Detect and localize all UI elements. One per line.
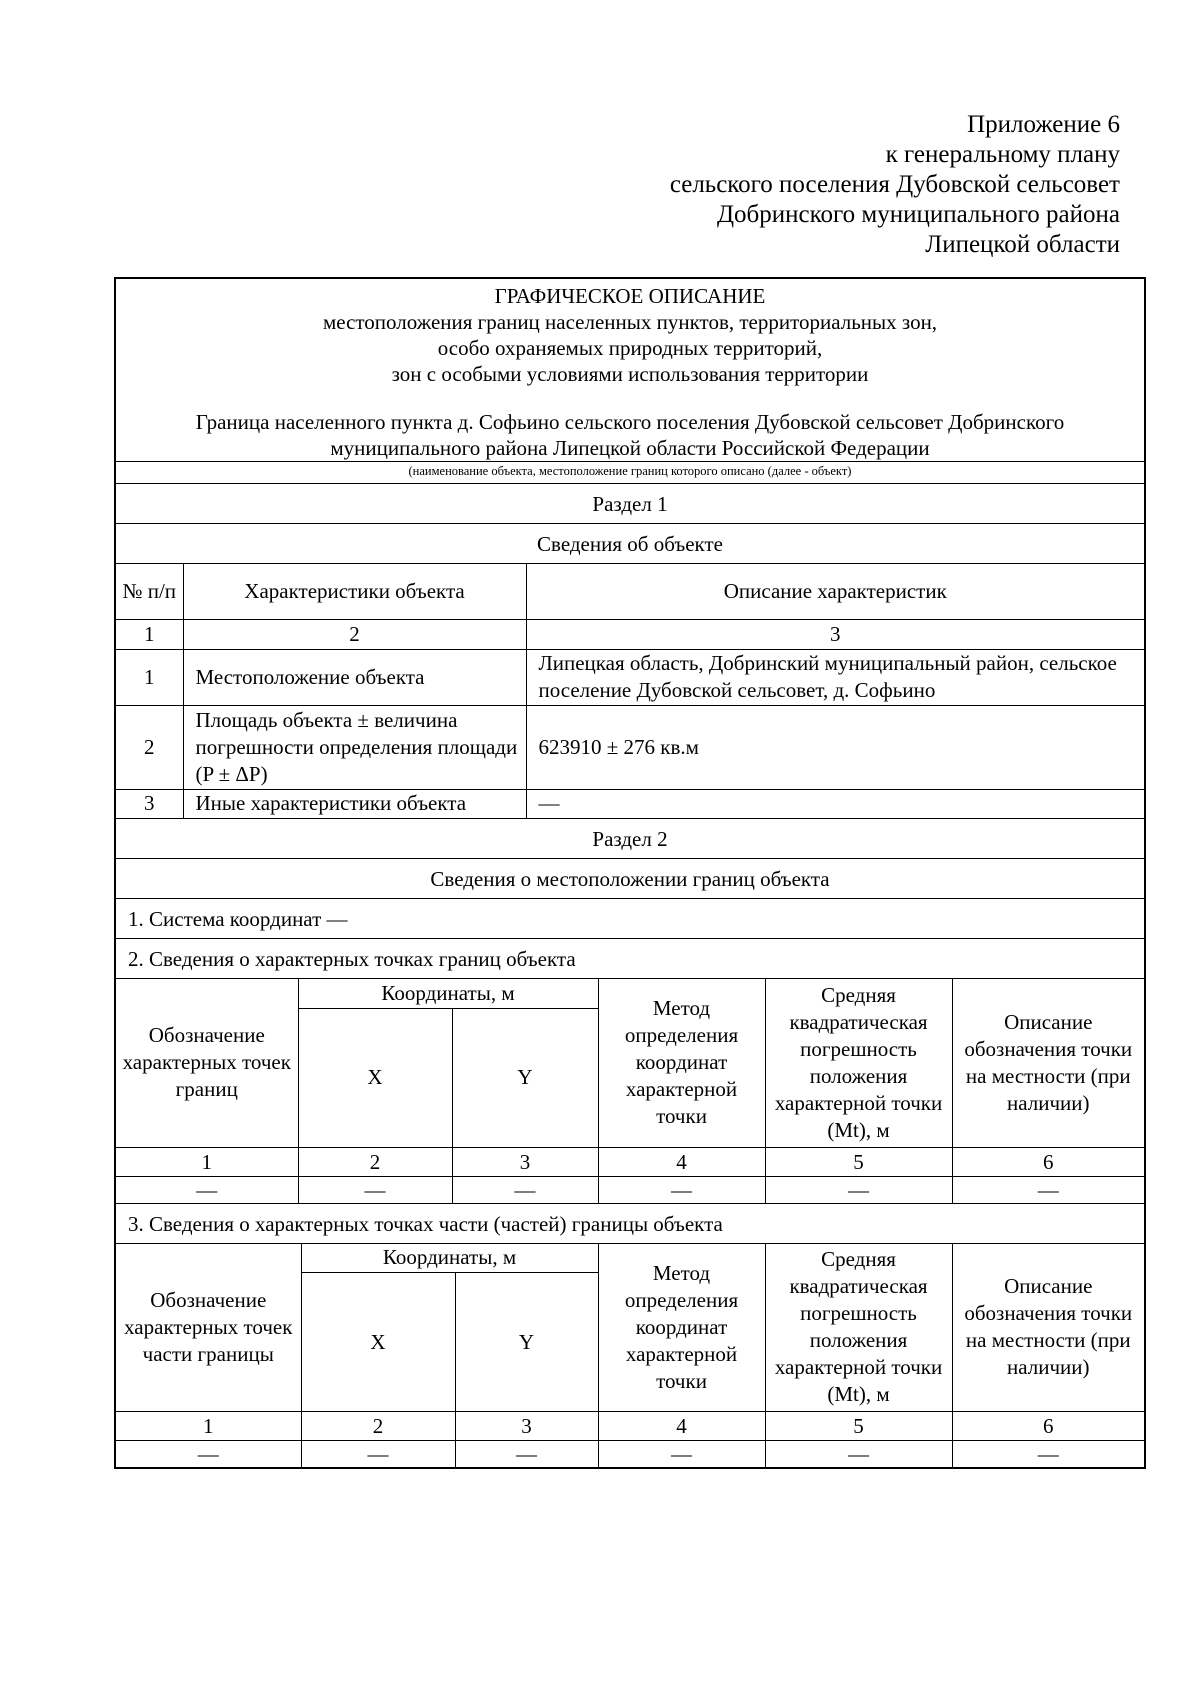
object-name-line: Граница населенного пункта д. Софьино сельского поселения Дубовской сельсовет Добринского	[195, 410, 1065, 434]
row-name: Иные характеристики объекта	[183, 789, 526, 818]
cell-value: —	[301, 1441, 455, 1468]
form-subtitle-line: местоположения границ населенных пунктов, территориальных зон,	[322, 310, 938, 334]
parts-col1-header: Обозначение характерных точек части границы	[116, 1244, 301, 1412]
object-name-note: (наименование объекта, местоположение границ которого описано (далее - объект)	[116, 462, 1144, 484]
row-num: 1	[116, 649, 183, 705]
description-header: Описание обозначения точки на местности (при наличии)	[952, 979, 1144, 1147]
error-header: Средняя квадратическая погрешность положения характерной точки (Mt), м	[765, 979, 952, 1147]
column-number: 5	[765, 1412, 952, 1441]
appendix-line: сельского поселения Дубовской сельсовет	[669, 171, 1120, 198]
points-table-wrap	[116, 979, 1144, 1204]
parts-table	[116, 1244, 1144, 1468]
column-number: 3	[455, 1412, 598, 1441]
coords-header: Координаты, м	[301, 1244, 598, 1273]
section1-subtitle: Сведения об объекте	[116, 524, 1144, 564]
object-info-table	[116, 564, 1144, 818]
y-header: Y	[452, 1008, 598, 1147]
table-row	[116, 1441, 1144, 1468]
column-number: 1	[116, 1147, 298, 1176]
cell-value: —	[765, 1441, 952, 1468]
object-info-table-wrap	[116, 564, 1144, 819]
cell-value: —	[116, 1441, 301, 1468]
section2-subtitle: Сведения о местоположении границ объекта	[116, 859, 1144, 899]
section1-title: Раздел 1	[116, 484, 1144, 524]
table-row	[116, 789, 1144, 818]
graphic-description-form	[114, 277, 1146, 1469]
row-value: 623910 ± 276 кв.м	[526, 705, 1144, 789]
appendix-line: к генеральному плану	[885, 141, 1120, 168]
column-number: 4	[598, 1412, 765, 1441]
row-name: Площадь объекта ± величина погрешности определения площади (P ± ΔP)	[183, 705, 526, 789]
points-table	[116, 979, 1144, 1203]
row-num: 3	[116, 789, 183, 818]
column-number: 2	[301, 1412, 455, 1441]
column-number: 2	[183, 619, 526, 649]
column-number: 4	[598, 1147, 765, 1176]
header-cell-num: № п/п	[116, 564, 183, 619]
appendix-line: Липецкой области	[925, 231, 1120, 258]
form-header	[116, 279, 1144, 462]
row-name: Местоположение объекта	[183, 649, 526, 705]
parts-table-wrap	[116, 1244, 1144, 1468]
points-col1-header: Обозначение характерных точек границ	[116, 979, 298, 1147]
column-number: 6	[952, 1412, 1144, 1441]
cell-value: —	[598, 1441, 765, 1468]
table-row	[116, 649, 1144, 705]
column-number: 3	[452, 1147, 598, 1176]
appendix-line: Приложение 6	[967, 111, 1120, 138]
cell-value: —	[952, 1176, 1144, 1203]
description-header: Описание обозначения точки на местности (при наличии)	[952, 1244, 1144, 1412]
section2-title: Раздел 2	[116, 819, 1144, 859]
x-header: X	[298, 1008, 452, 1147]
header-cell-characteristics: Характеристики объекта	[183, 564, 526, 619]
x-header: X	[301, 1273, 455, 1412]
appendix-block	[670, 110, 1120, 260]
object-name-line: муниципального района Липецкой области Российской Федерации	[330, 436, 930, 460]
table-row	[116, 705, 1144, 789]
cell-value: —	[298, 1176, 452, 1203]
form-subtitle-line: зон с особыми условиями использования территории	[391, 362, 869, 386]
cell-value: —	[598, 1176, 765, 1203]
column-number: 1	[116, 619, 183, 649]
parts-heading: 3. Сведения о характерных точках части (частей) границы объекта	[116, 1204, 1144, 1244]
cell-value: —	[452, 1176, 598, 1203]
form-title: ГРАФИЧЕСКОЕ ОПИСАНИЕ	[494, 284, 766, 308]
appendix-line: Добринского муниципального района	[716, 201, 1120, 228]
table-row	[116, 1176, 1144, 1203]
row-num: 2	[116, 705, 183, 789]
column-number: 2	[298, 1147, 452, 1176]
row-value: —	[526, 789, 1144, 818]
cell-value: —	[765, 1176, 952, 1203]
cell-value: —	[455, 1441, 598, 1468]
coords-header: Координаты, м	[298, 979, 598, 1008]
points-heading: 2. Сведения о характерных точках границ объекта	[116, 939, 1144, 979]
form-subtitle-line: особо охраняемых природных территорий,	[437, 336, 823, 360]
row-value: Липецкая область, Добринский муниципальный район, сельское поселение Дубовской сельсовет, д. Софьино	[526, 649, 1144, 705]
column-number: 6	[952, 1147, 1144, 1176]
method-header: Метод определения координат характерной точки	[598, 979, 765, 1147]
cell-value: —	[116, 1176, 298, 1203]
error-header: Средняя квадратическая погрешность положения характерной точки (Mt), м	[765, 1244, 952, 1412]
header-cell-description: Описание характеристик	[526, 564, 1144, 619]
y-header: Y	[455, 1273, 598, 1412]
column-number: 1	[116, 1412, 301, 1441]
method-header: Метод определения координат характерной точки	[598, 1244, 765, 1412]
column-number: 5	[765, 1147, 952, 1176]
column-number: 3	[526, 619, 1144, 649]
coordinate-system: 1. Система координат —	[116, 899, 1144, 939]
cell-value: —	[952, 1441, 1144, 1468]
